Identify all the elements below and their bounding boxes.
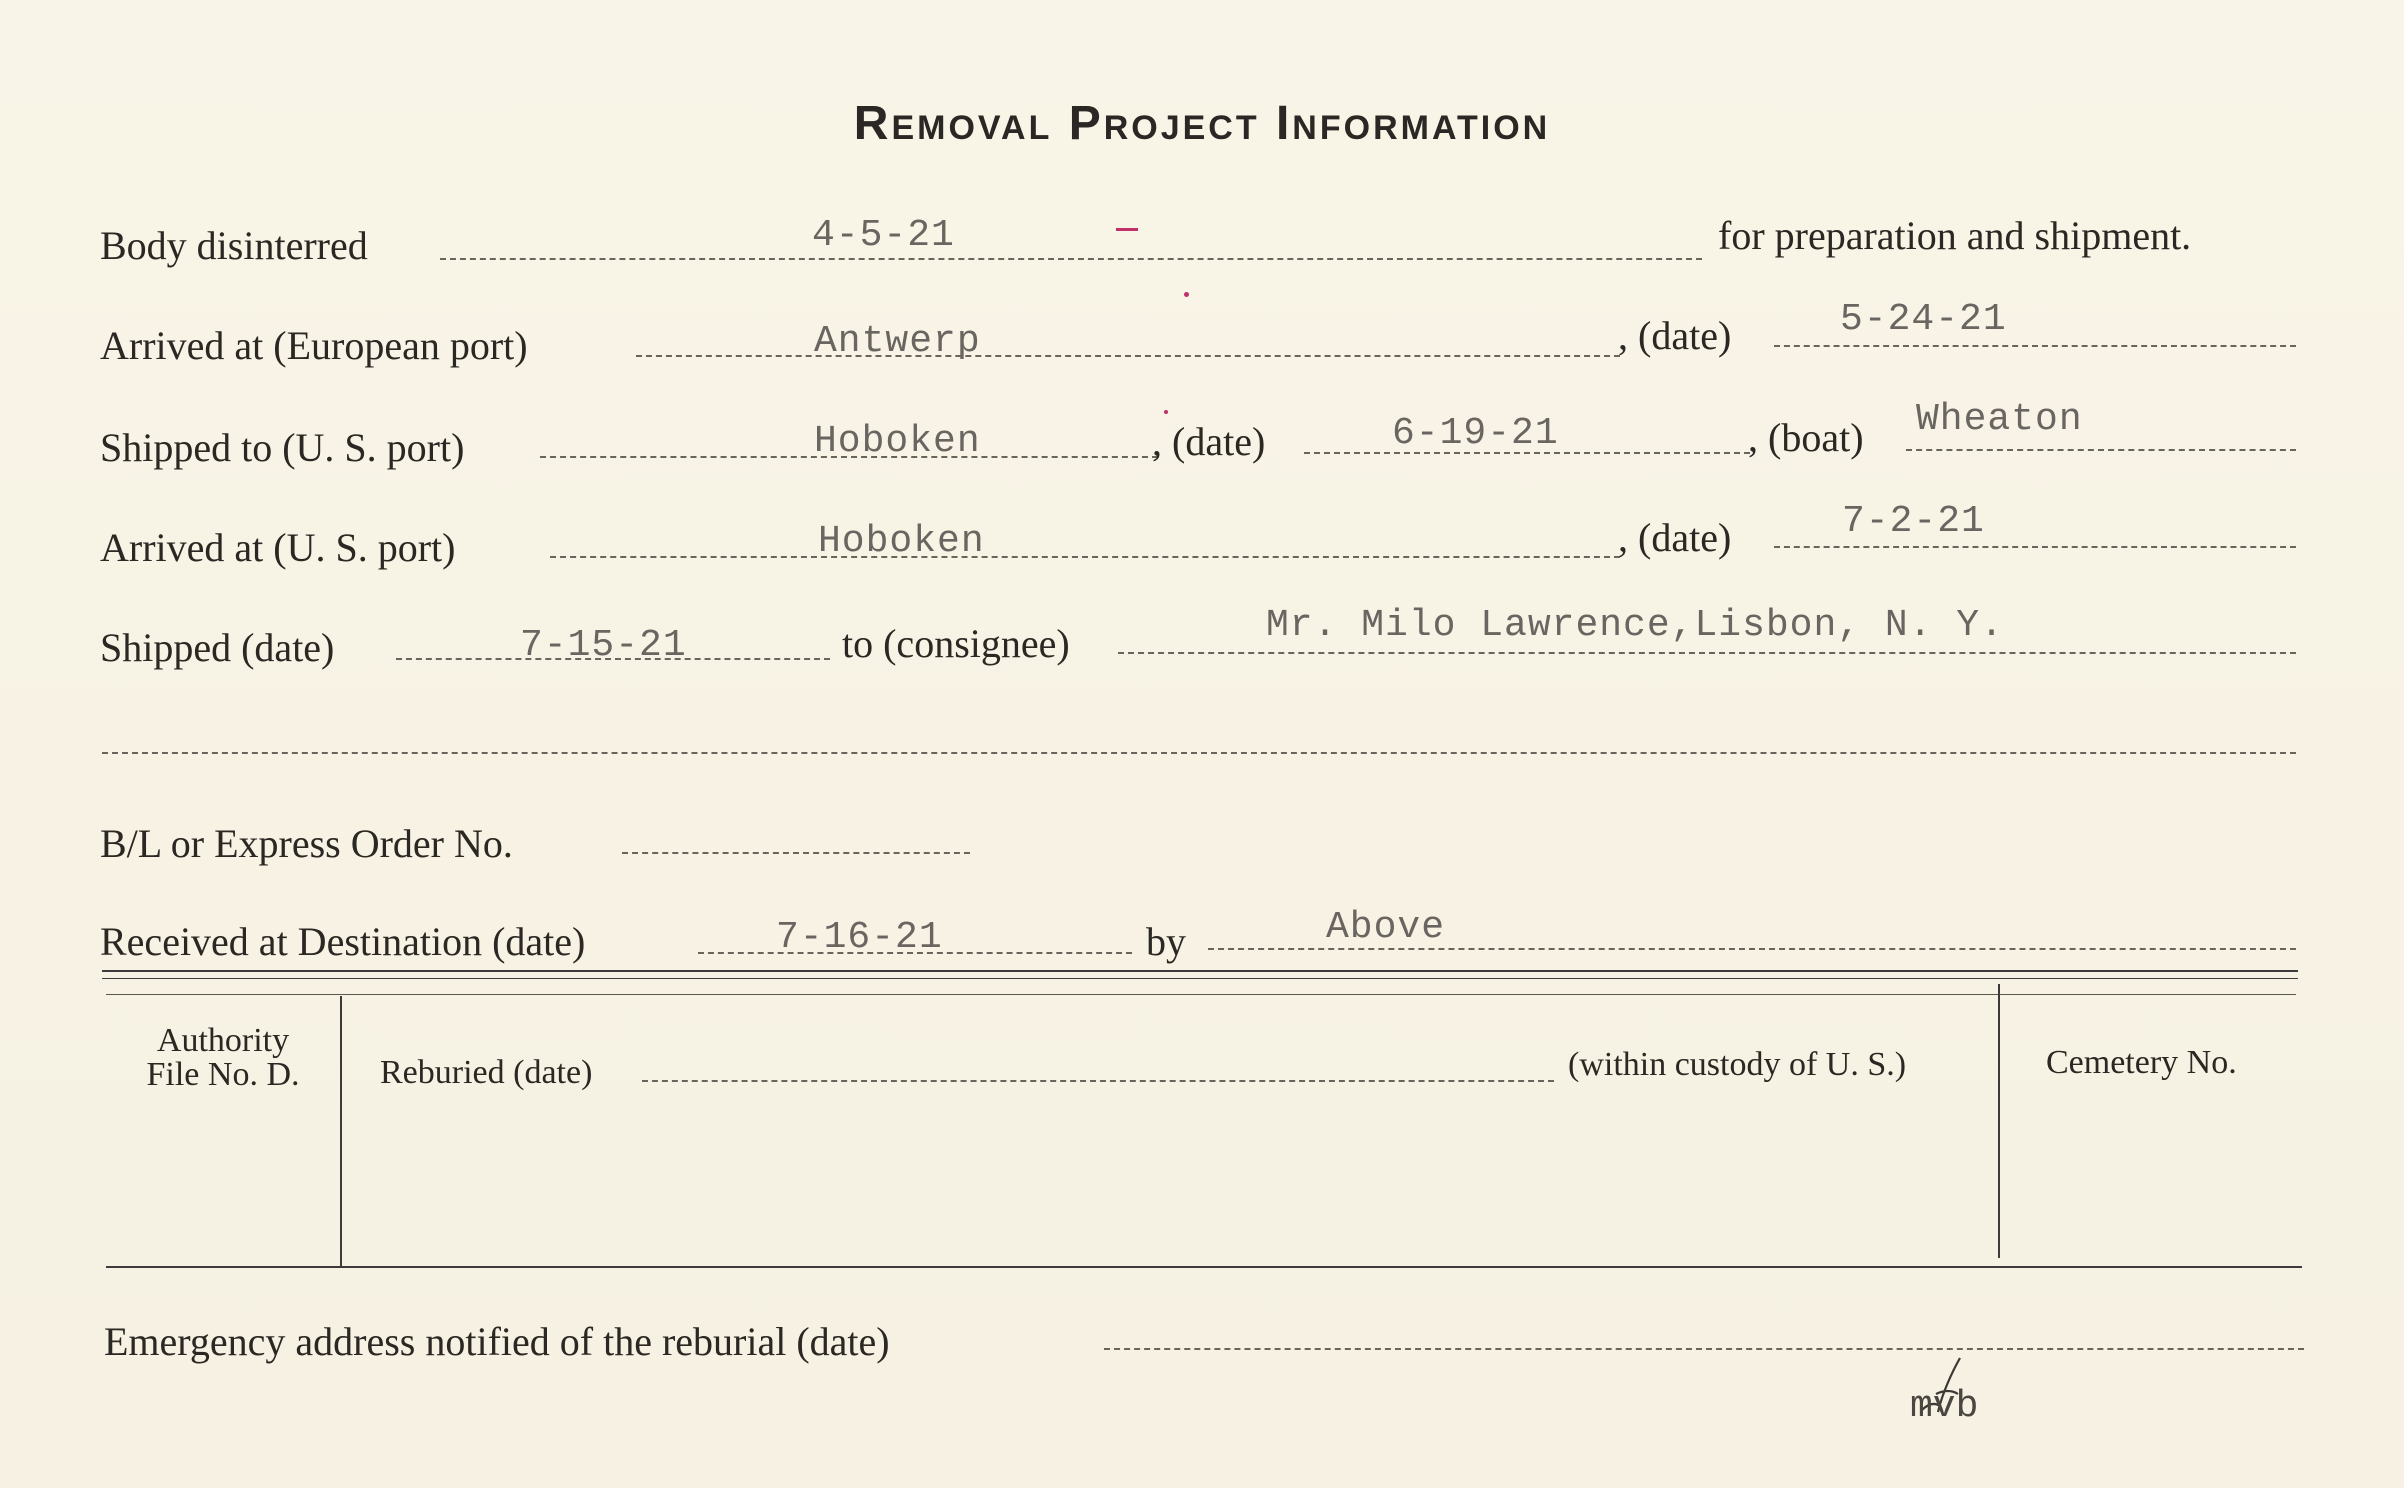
authority-file-no: [108, 1024, 338, 1092]
dotted-line-european-date: [1774, 345, 2296, 347]
label-boat: , (boat): [1748, 415, 1864, 460]
value-us-ship-date: 6-19-21: [1392, 412, 1559, 455]
dotted-line-boat: [1906, 449, 2296, 451]
value-received-by: Above: [1326, 906, 1446, 949]
box-bottom-rule: [106, 1266, 2302, 1268]
label-received-destination: Received at Destination (date): [100, 919, 586, 964]
value-received-date: 7-16-21: [776, 916, 943, 959]
dotted-line-blank: [102, 752, 2296, 754]
dotted-line-reburied-date: [642, 1080, 1554, 1082]
label-date-us-arrived: , (date): [1618, 515, 1732, 560]
label-within-custody: (within custody of U. S.): [1568, 1046, 1907, 1083]
value-european-arrival-date: 5-24-21: [1840, 298, 2007, 341]
label-cemetery-no: Cemetery No.: [2046, 1044, 2237, 1081]
dotted-line-european-port: [636, 355, 1620, 357]
label-reburied-date: Reburied (date): [380, 1054, 593, 1091]
ink-mark: [1164, 410, 1168, 414]
value-european-port: Antwerp: [814, 320, 981, 363]
label-emergency-address: Emergency address notified of the reburial (date): [104, 1319, 890, 1364]
box-divider-right: [1998, 984, 2000, 1258]
dotted-line-disinterred: [440, 258, 1702, 260]
value-initials: mvb: [1910, 1385, 1979, 1428]
label-to-consignee: to (consignee): [842, 621, 1070, 666]
label-arrived-us-port: Arrived at (U. S. port): [100, 525, 456, 570]
label-shipped-date: Shipped (date): [100, 625, 335, 670]
box-top-rule-inner: [102, 978, 2298, 979]
label-file-no: File No. D.: [146, 1056, 300, 1093]
ink-mark: [1116, 228, 1138, 231]
box-top-rule: [102, 970, 2298, 972]
dotted-line-bl-order: [622, 852, 970, 854]
ink-mark: [1184, 292, 1189, 297]
label-date-us-shipped: , (date): [1152, 419, 1266, 464]
value-disinterred-date: 4-5-21: [812, 214, 955, 257]
label-arrived-european-port: Arrived at (European port): [100, 323, 528, 368]
dotted-line-consignee: [1118, 652, 2296, 654]
dotted-line-us-arrival-date: [1774, 546, 2296, 548]
dotted-line-us-port-arrived: [550, 556, 1620, 558]
label-authority: Authority: [156, 1022, 290, 1059]
label-shipped-us-port: Shipped to (U. S. port): [100, 425, 465, 470]
value-us-port-arrived: Hoboken: [818, 520, 985, 563]
label-for-preparation: for preparation and shipment.: [1718, 213, 2192, 258]
value-consignee: Mr. Milo Lawrence,Lisbon, N. Y.: [1266, 604, 2004, 647]
value-us-port-shipped: Hoboken: [814, 420, 981, 463]
value-boat: Wheaton: [1916, 398, 2083, 441]
page-title: Removal Project Information: [853, 97, 1551, 150]
box-header-rule: [106, 994, 2296, 995]
label-by: by: [1146, 919, 1186, 964]
label-date-european: , (date): [1618, 313, 1732, 358]
dotted-line-emergency-date: [1104, 1348, 2304, 1350]
label-body-disinterred: Body disinterred: [100, 223, 368, 268]
value-us-arrival-date: 7-2-21: [1842, 500, 1985, 543]
box-divider-left: [340, 996, 342, 1268]
value-shipped-date: 7-15-21: [520, 624, 687, 667]
label-bl-express-order: B/L or Express Order No.: [100, 821, 513, 866]
